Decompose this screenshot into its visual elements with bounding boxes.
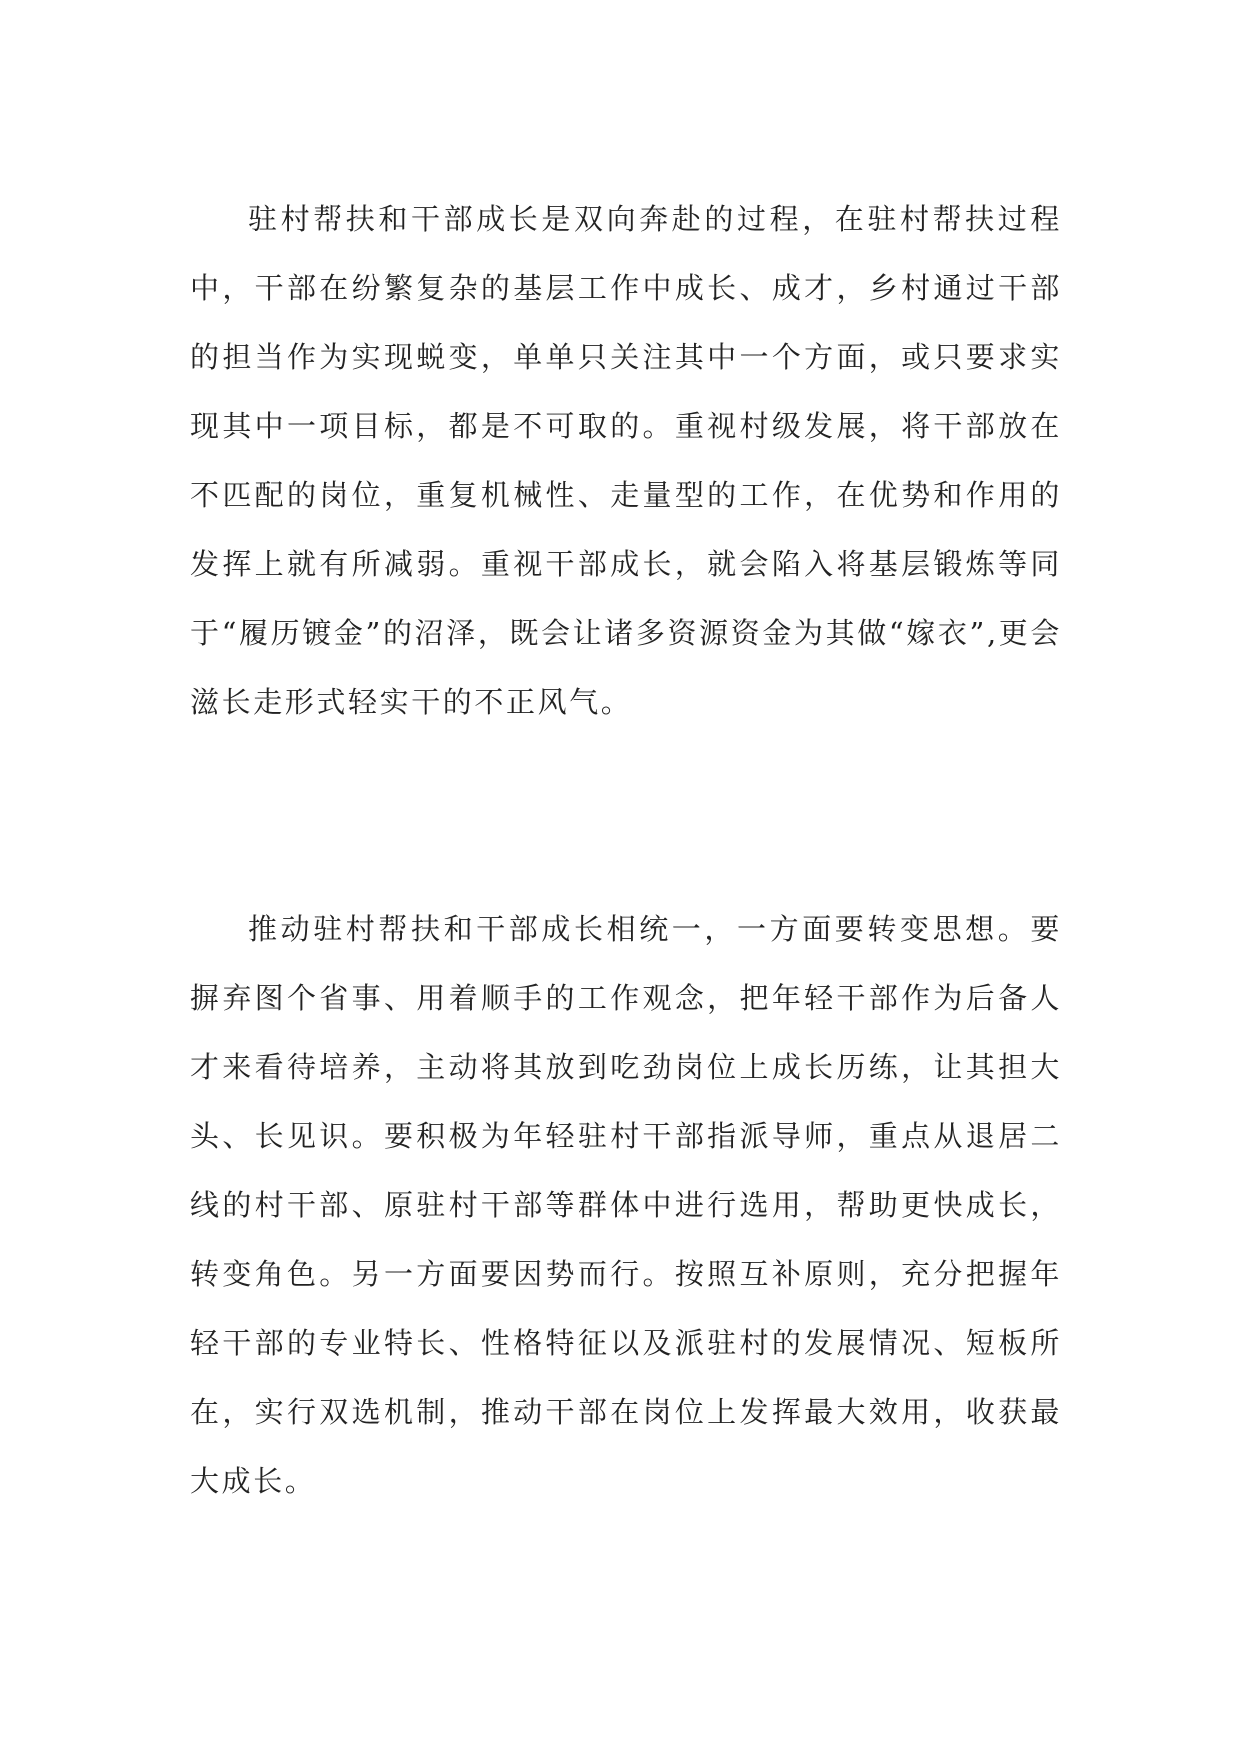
document-body [190, 185, 1062, 1516]
paragraph-2: 推动驻村帮扶和干部成长相统一，一方面要转变思想。要摒弃图个省事、用着顺手的工作观念，把年轻干部作为后备人才来看待培养，主动将其放到吃劲岗位上成长历练，让其担大头、长见识。要积极为年轻驻村干部指派导师，重点从退居二线的村干部、原驻村干部等群体中进行选用，帮助更快成长，转变角色。另一方面要因势而行。按照互补原则，充分把握年轻干部的专业特长、性格特征以及派驻村的发展情况、短板所在，实行双选机制，推动干部在岗位上发挥最大效用，收获最大成长。 [190, 912, 1062, 1498]
paragraph-spacer [190, 737, 1062, 895]
paragraph-1: 驻村帮扶和干部成长是双向奔赴的过程，在驻村帮扶过程中，干部在纷繁复杂的基层工作中成长、成才，乡村通过干部的担当作为实现蜕变，单单只关注其中一个方面，或只要求实现其中一项目标，都是不可取的。重视村级发展，将干部放在不匹配的岗位，重复机械性、走量型的工作，在优势和作用的发挥上就有所减弱。重视干部成长，就会陷入将基层锻炼等同于“履历镀金”的沼泽，既会让诸多资源资金为其做“嫁衣”,更会滋长走形式轻实干的不正风气。 [190, 202, 1062, 719]
